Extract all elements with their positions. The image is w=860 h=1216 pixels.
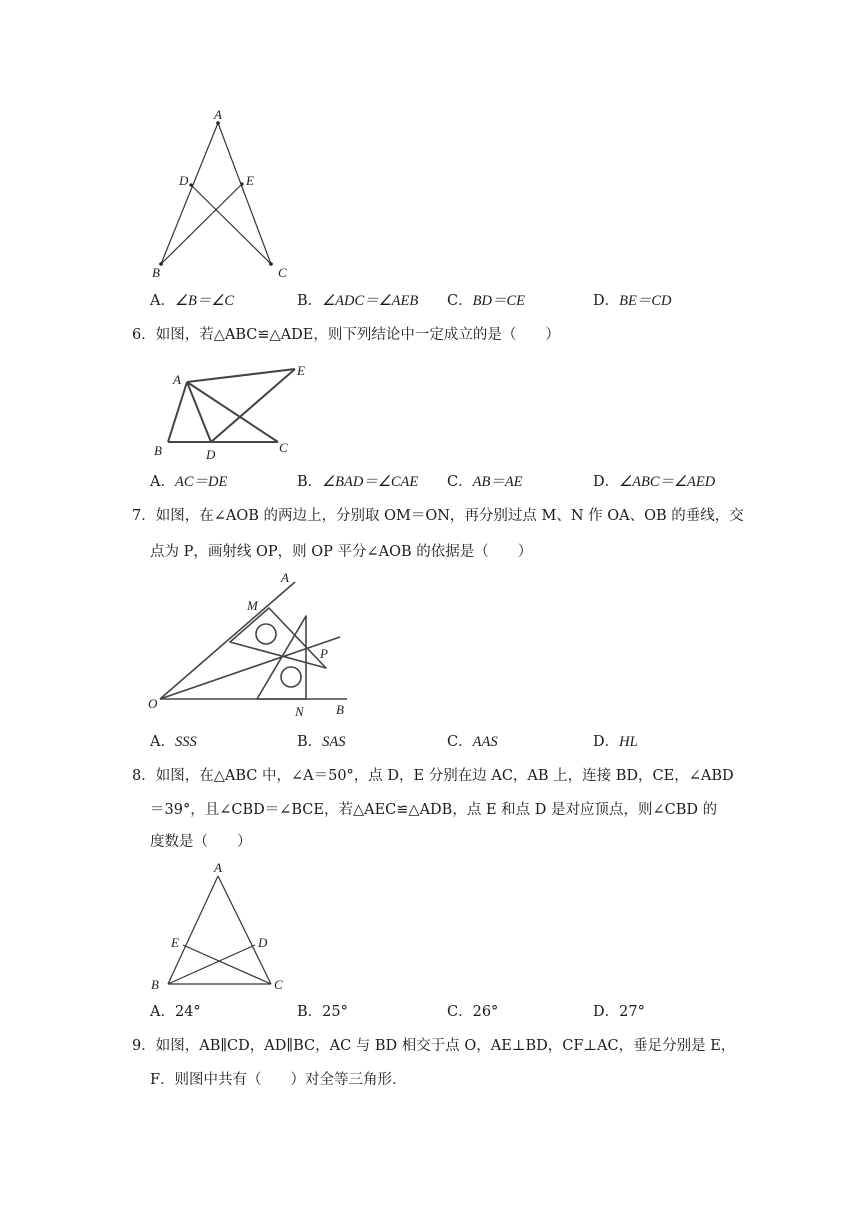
label-a: A xyxy=(173,372,181,387)
set-square-1-hole xyxy=(256,624,276,644)
label-m: M xyxy=(247,598,258,613)
q7-option-b[interactable]: B．SAS xyxy=(297,734,346,750)
q5-option-b[interactable]: B．∠ADC＝∠AEB xyxy=(297,293,419,309)
q7-option-c[interactable]: C．AAS xyxy=(447,734,498,750)
q8-option-c[interactable]: C．26° xyxy=(447,1004,499,1020)
set-square-2 xyxy=(257,616,306,699)
segment-ab xyxy=(168,876,218,984)
segment-ac xyxy=(218,123,271,264)
q6-option-b[interactable]: B．∠BAD＝∠CAE xyxy=(297,474,419,490)
segment-ac xyxy=(218,876,271,984)
label-e: E xyxy=(171,935,179,950)
q6-option-d[interactable]: D．∠ABC＝∠AED xyxy=(593,474,716,490)
label-d: D xyxy=(179,173,189,188)
q8-stem-line-2: ＝39°，且∠CBD＝∠BCE，若△AEC≌△ADB，点 E 和点 D 是对应顶点，则∠CBD 的 xyxy=(150,802,718,818)
label-b: B xyxy=(152,265,160,280)
q9-number: 9． xyxy=(132,1038,156,1054)
figure-q6 xyxy=(145,360,325,462)
figure-q5 xyxy=(140,105,310,285)
label-p: P xyxy=(320,646,328,661)
q7-stem-line-1: 7．如图，在∠AOB 的两边上，分别取 OM＝ON，再分别过点 M、N 作 OA、OB 的垂线，交 xyxy=(132,508,744,524)
q7-stem-line-2: 点为 P，画射线 OP，则 OP 平分∠AOB 的依据是（ ） xyxy=(150,544,533,560)
label-b: B xyxy=(151,977,159,992)
q6-option-c[interactable]: C．AB＝AE xyxy=(447,474,523,490)
segment-ab xyxy=(168,382,187,442)
q5-option-a[interactable]: A．∠B＝∠C xyxy=(150,293,235,309)
q9-stem-line-1: 9．如图，AB∥CD，AD∥BC，AC 与 BD 相交于点 O，AE⊥BD，CF⊥AC，垂足分别是 E， xyxy=(132,1038,736,1054)
q8-option-a[interactable]: A．24° xyxy=(150,1004,201,1020)
q7-option-d[interactable]: D．HL xyxy=(593,734,638,750)
label-b: B xyxy=(154,443,162,458)
q8-number: 8． xyxy=(132,768,156,784)
label-c: C xyxy=(278,265,287,280)
figure-q7 xyxy=(140,566,365,724)
segment-ac xyxy=(187,382,278,442)
label-n: N xyxy=(295,704,304,719)
segment-ab xyxy=(161,123,218,264)
segment-ce xyxy=(183,945,271,984)
label-c: C xyxy=(274,977,283,992)
label-a: A xyxy=(281,570,289,585)
q6-stem: 6．如图，若△ABC≌△ADE，则下列结论中一定成立的是（ ） xyxy=(132,327,560,343)
q7-number: 7． xyxy=(132,508,156,524)
q8-option-b[interactable]: B．25° xyxy=(297,1004,348,1020)
segment-cd xyxy=(191,185,271,264)
q8-option-d[interactable]: D．27° xyxy=(593,1004,645,1020)
q5-option-c[interactable]: C．BD＝CE xyxy=(447,293,525,309)
segment-ae xyxy=(187,369,295,382)
set-square-2-hole xyxy=(281,667,301,687)
label-o: O xyxy=(148,696,158,711)
q5-option-d[interactable]: D．BE＝CD xyxy=(593,293,672,309)
q9-stem-line-2: F．则图中共有（ ）对全等三角形． xyxy=(150,1072,407,1088)
figure-q8 xyxy=(145,858,295,998)
q6-number: 6． xyxy=(132,327,156,343)
label-b: B xyxy=(336,702,344,717)
q7-option-a[interactable]: A．SSS xyxy=(150,734,197,750)
ray-op xyxy=(160,637,340,699)
label-a: A xyxy=(214,860,222,875)
label-e: E xyxy=(297,363,305,378)
label-c: C xyxy=(279,440,288,455)
label-e: E xyxy=(246,173,254,188)
segment-bd xyxy=(168,945,255,984)
label-a: A xyxy=(214,107,222,122)
label-d: D xyxy=(258,935,268,950)
q8-stem-line-1: 8．如图，在△ABC 中，∠A＝50°，点 D，E 分别在边 AC，AB 上，连接 BD，CE，∠ABD xyxy=(132,768,734,784)
ray-oa xyxy=(160,582,295,699)
label-d: D xyxy=(206,447,216,462)
q8-stem-line-3: 度数是（ ） xyxy=(150,834,252,850)
q6-option-a[interactable]: A．AC＝DE xyxy=(150,474,228,490)
